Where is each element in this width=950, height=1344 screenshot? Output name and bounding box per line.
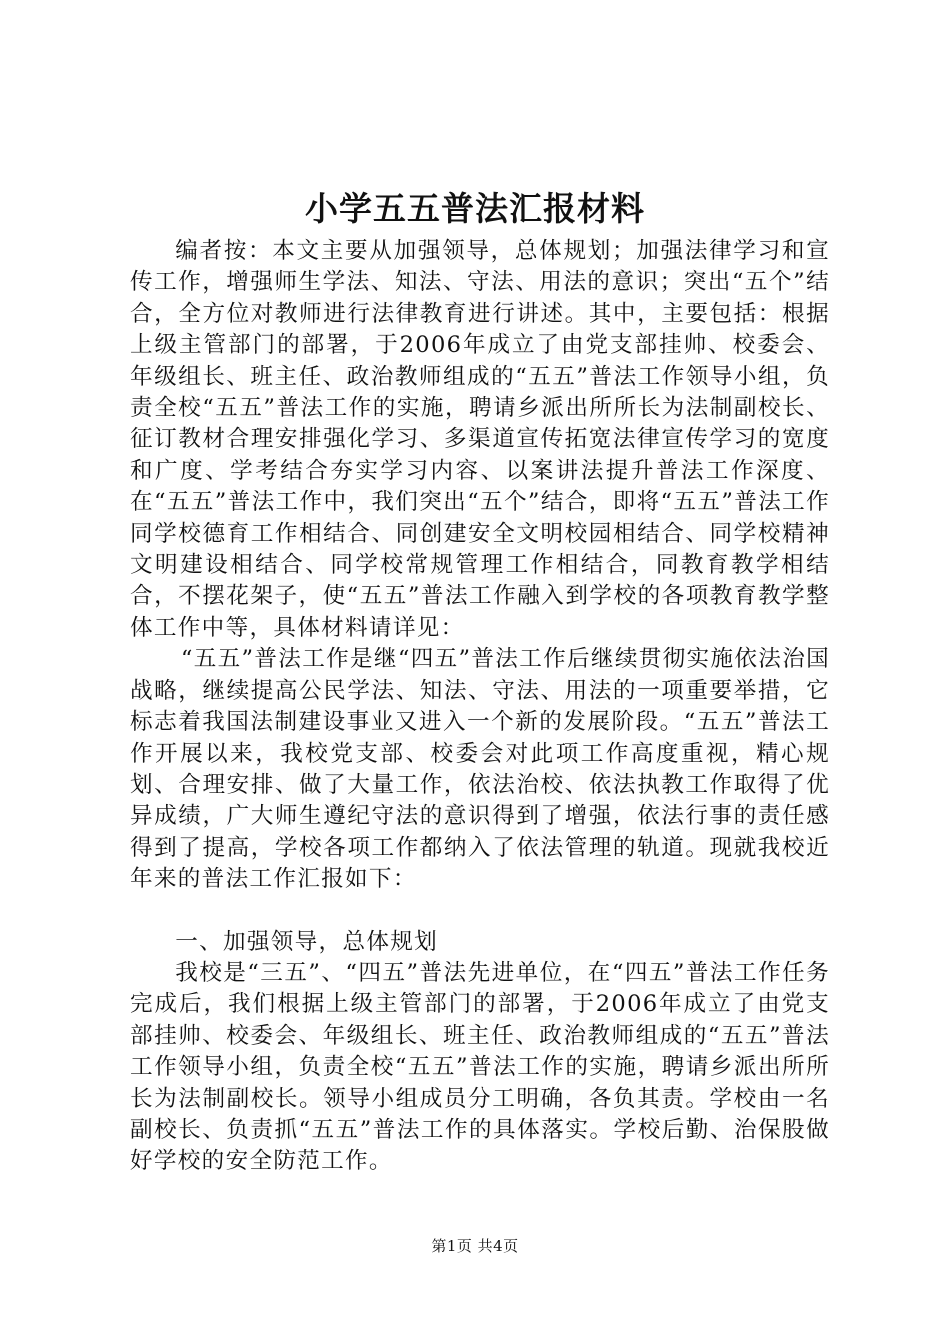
- document-body: [130, 236, 830, 1178]
- editor-note-paragraph: 编者按：本文主要从加强领导，总体规划；加强法律学习和宣传工作，增强师生学法、知法、守法、用法的意识；突出“五个”结合，全方位对教师进行法律教育进行讲述。其中，主要包括：根据上级主管部门的部署，于2006年成立了由党支部挂帅、校委会、年级组长、班主任、政治教师组成的“五五”普法工作领导小组，负责全校“五五”普法工作的实施，聘请乡派出所所长为法制副校长、征订教材合理安排强化学习、多渠道宣传拓宽法律宣传学习的宽度和广度、学考结合夯实学习内容、以案讲法提升普法工作深度、在“五五”普法工作中，我们突出“五个”结合，即将“五五”普法工作同学校德育工作相结合、同创建安全文明校园相结合、同学校精神文明建设相结合、同学校常规管理工作相结合，同教育教学相结合，不摆花架子，使“五五”普法工作融入到学校的各项教育教学整体工作中等，具体材料请详见：: [130, 238, 830, 641]
- intro-paragraph: “五五”普法工作是继“四五”普法工作后继续贯彻实施依法治国战略，继续提高公民学法、知法、守法、用法的一项重要举措，它标志着我国法制建设事业又进入一个新的发展阶段。“五五”普法工作开展以来，我校党支部、校委会对此项工作高度重视，精心规划、合理安排、做了大量工作，依法治校、依法执教工作取得了优异成绩，广大师生遵纪守法的意识得到了增强，依法行事的责任感得到了提高，学校各项工作都纳入了依法管理的轨道。现就我校近年来的普法工作汇报如下：: [130, 646, 830, 893]
- page-number: 第1页 共4页: [431, 1237, 519, 1255]
- section-paragraph: 我校是“三五”、“四五”普法先进单位，在“四五”普法工作任务完成后，我们根据上级主管部门的部署，于2006年成立了由党支部挂帅、校委会、年级组长、班主任、政治教师组成的“五五”普法工作领导小组，负责全校“五五”普法工作的实施，聘请乡派出所所长为法制副校长。领导小组成员分工明确，各负其责。学校由一名副校长、负责抓“五五”普法工作的具体落实。学校后勤、治保股做好学校的安全防范工作。: [130, 959, 830, 1175]
- document-title: 小学五五普法汇报材料: [305, 189, 645, 228]
- section-heading: 一、加强领导，总体规划: [175, 928, 439, 955]
